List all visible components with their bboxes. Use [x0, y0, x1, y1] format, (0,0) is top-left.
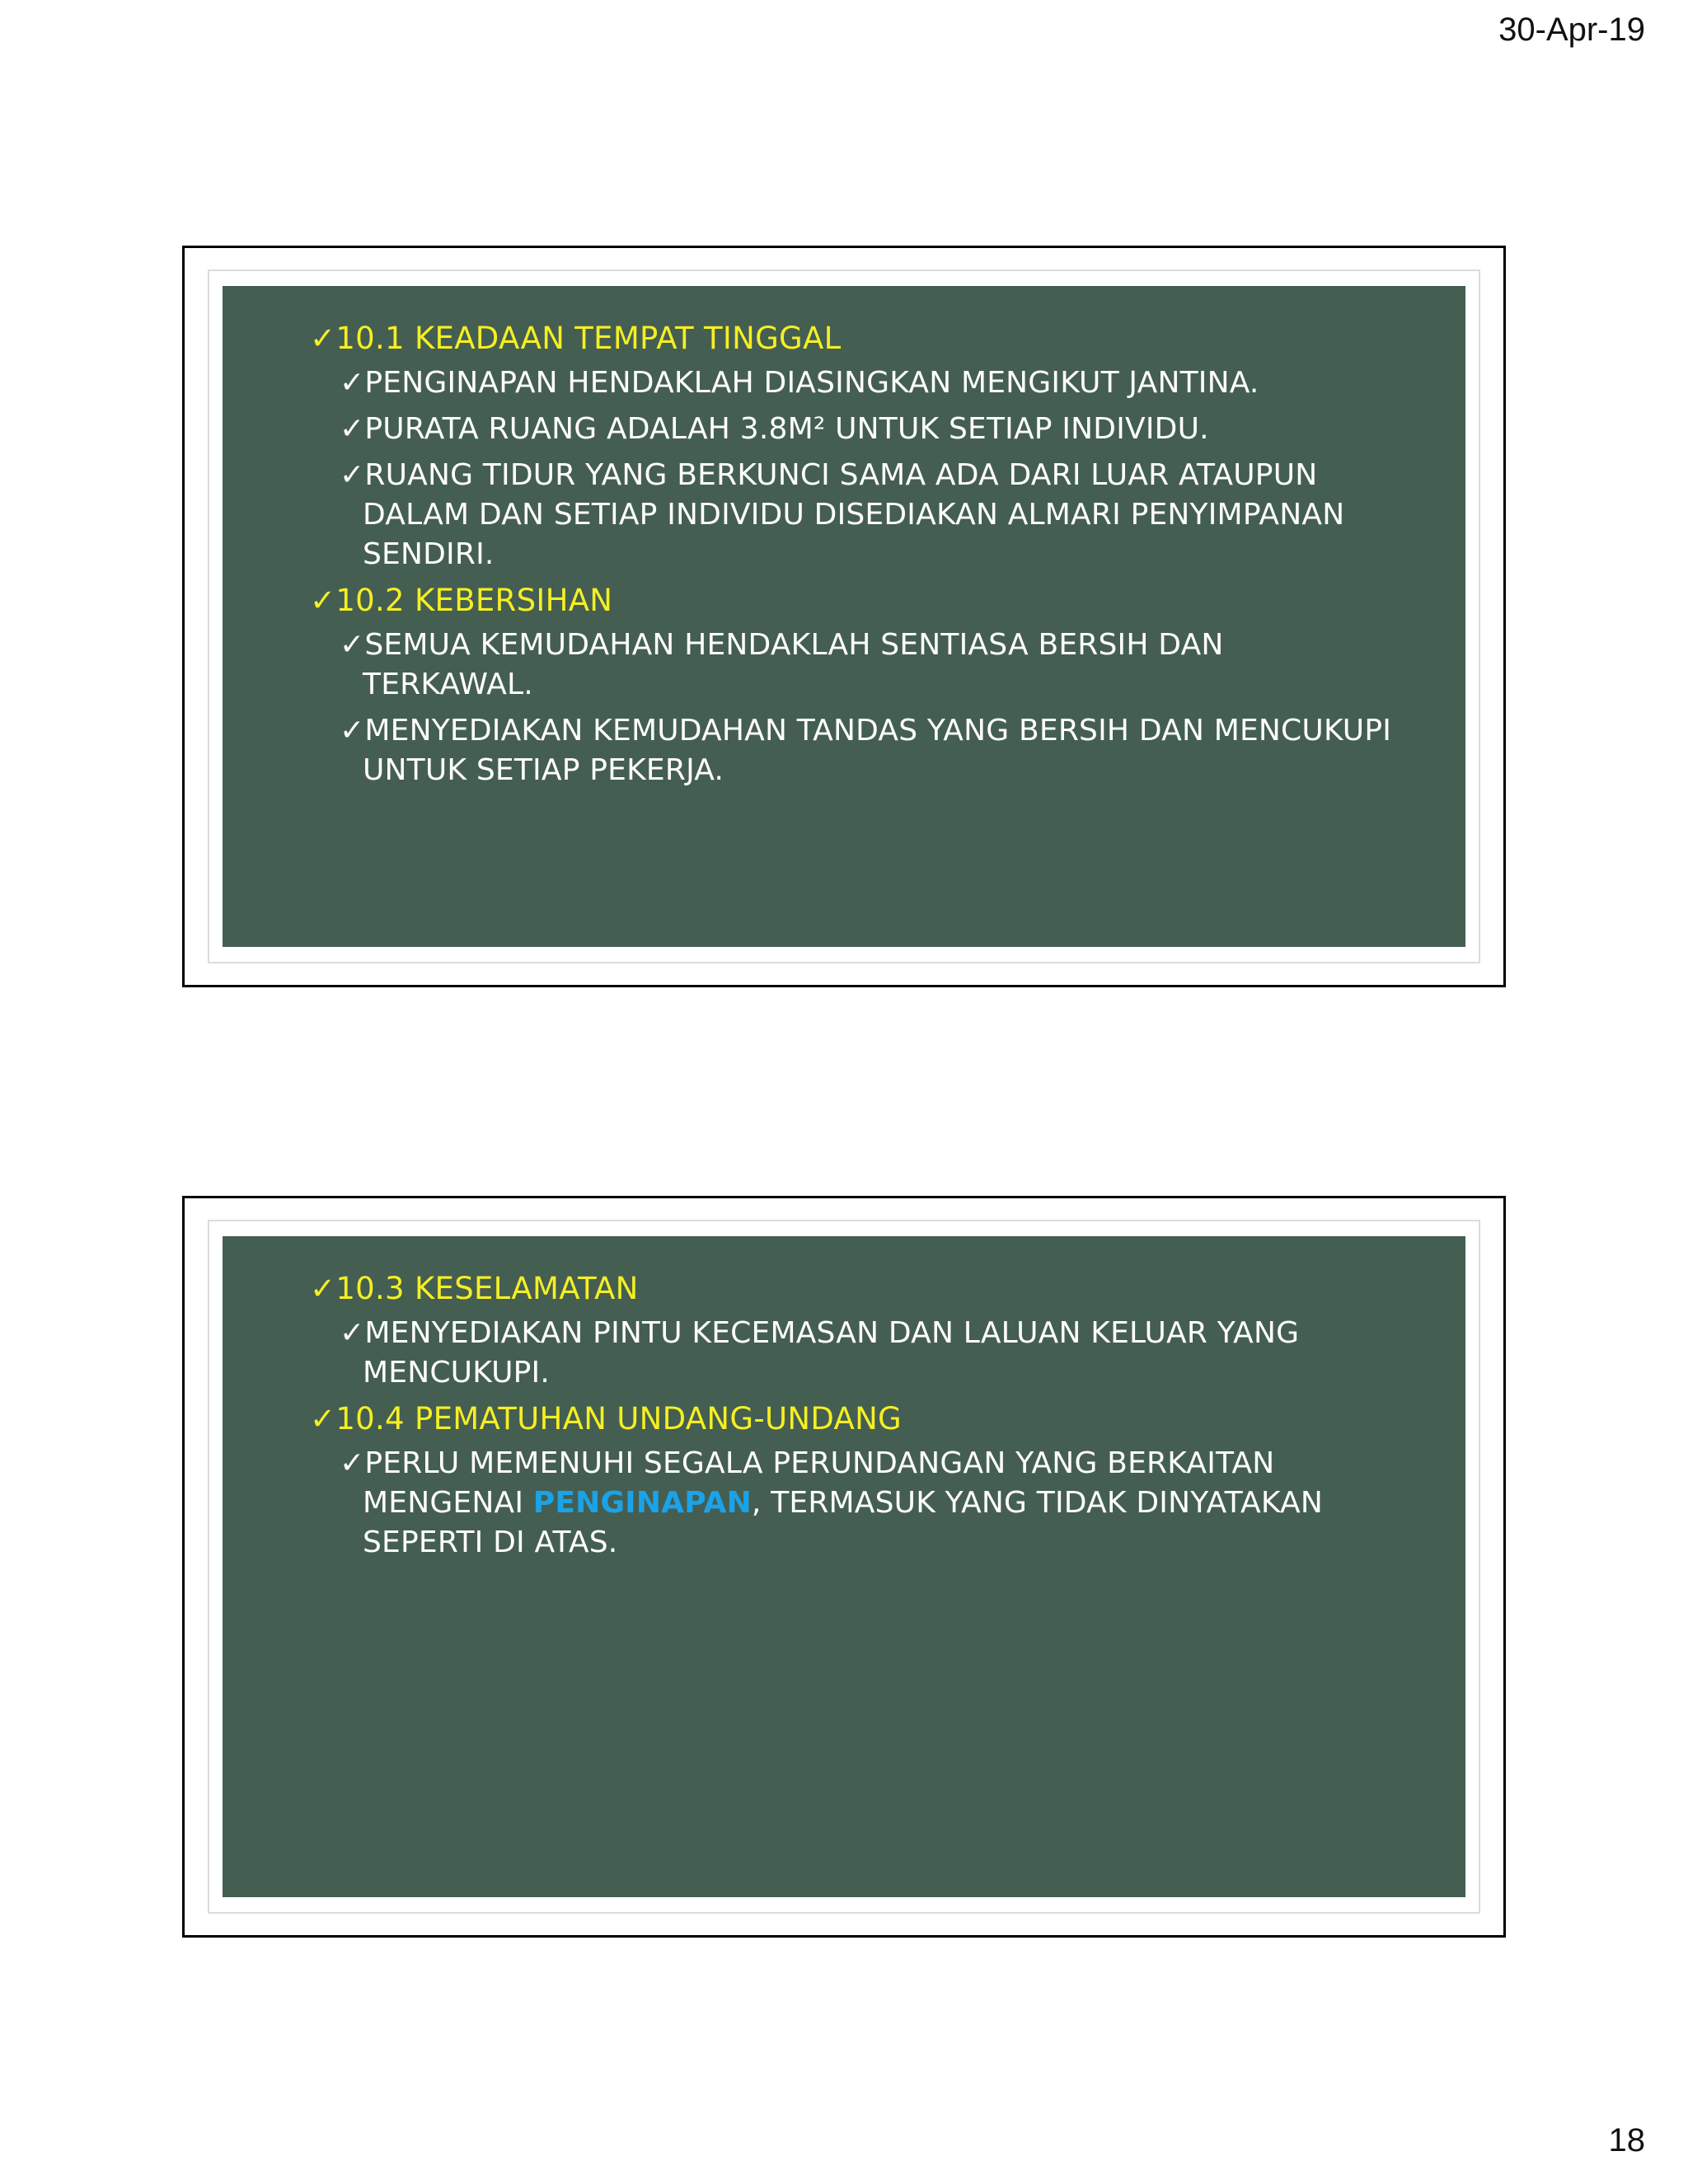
check-icon: ✓: [340, 412, 365, 446]
section-10-4: [310, 1399, 1400, 1563]
item-text-after: , TERMASUK YANG TIDAK DINYATAKAN SEPERTI DI ATAS.: [363, 1486, 1323, 1559]
highlight-term: PENGINAPAN: [532, 1486, 752, 1520]
bullet-item: ✓MENYEDIAKAN PINTU KECEMASAN DAN LALUAN KELUAR YANG MENCUKUPI.: [340, 1316, 1300, 1390]
section-heading: ✓10.4 PEMATUHAN UNDANG-UNDANG: [310, 1401, 903, 1436]
slide-board: [223, 286, 1465, 947]
bullet-item: ✓PURATA RUANG ADALAH 3.8M² UNTUK SETIAP INDIVIDU.: [340, 412, 1209, 446]
slide-content: [310, 319, 1400, 797]
slide-board: [223, 1236, 1465, 1897]
bullet-item: ✓SEMUA KEMUDAHAN HENDAKLAH SENTIASA BERSIH DAN TERKAWAL.: [340, 628, 1224, 701]
section-heading: ✓10.2 KEBERSIHAN: [310, 583, 613, 618]
slide-content: [310, 1269, 1400, 1569]
check-icon: ✓: [310, 583, 336, 618]
page-number: 18: [1608, 2122, 1645, 2158]
section-heading: ✓10.3 KESELAMATAN: [310, 1271, 639, 1306]
check-icon: ✓: [310, 1271, 336, 1306]
section-10-2: [310, 581, 1400, 790]
slide-2: [182, 1196, 1506, 1938]
slide-1: [182, 246, 1506, 987]
check-icon: ✓: [340, 1446, 365, 1480]
check-icon: ✓: [340, 714, 365, 748]
bullet-item: ✓PENGINAPAN HENDAKLAH DIASINGKAN MENGIKUT JANTINA.: [340, 366, 1259, 400]
bullet-item: ✓RUANG TIDUR YANG BERKUNCI SAMA ADA DARI LUAR ATAUPUN DALAM DAN SETIAP INDIVIDU DISEDIAKAN ALMARI PENYIMPANAN SENDIRI.: [340, 458, 1345, 571]
bullet-item: [340, 1444, 1400, 1563]
item-text-before: PERLU MEMENUHI SEGALA PERUNDANGAN YANG BERKAITAN MENGENAI: [363, 1446, 1275, 1520]
section-10-3: [310, 1269, 1400, 1393]
check-icon: ✓: [340, 628, 365, 662]
check-icon: ✓: [310, 321, 336, 356]
check-icon: ✓: [340, 1316, 365, 1350]
bullet-item: ✓MENYEDIAKAN KEMUDAHAN TANDAS YANG BERSIH DAN MENCUKUPI UNTUK SETIAP PEKERJA.: [340, 714, 1392, 787]
page-date: 30-Apr-19: [1498, 12, 1645, 48]
check-icon: ✓: [310, 1401, 336, 1436]
check-icon: ✓: [340, 366, 365, 400]
section-heading: ✓10.1 KEADAAN TEMPAT TINGGAL: [310, 321, 842, 356]
check-icon: ✓: [340, 458, 365, 492]
section-10-1: [310, 319, 1400, 574]
